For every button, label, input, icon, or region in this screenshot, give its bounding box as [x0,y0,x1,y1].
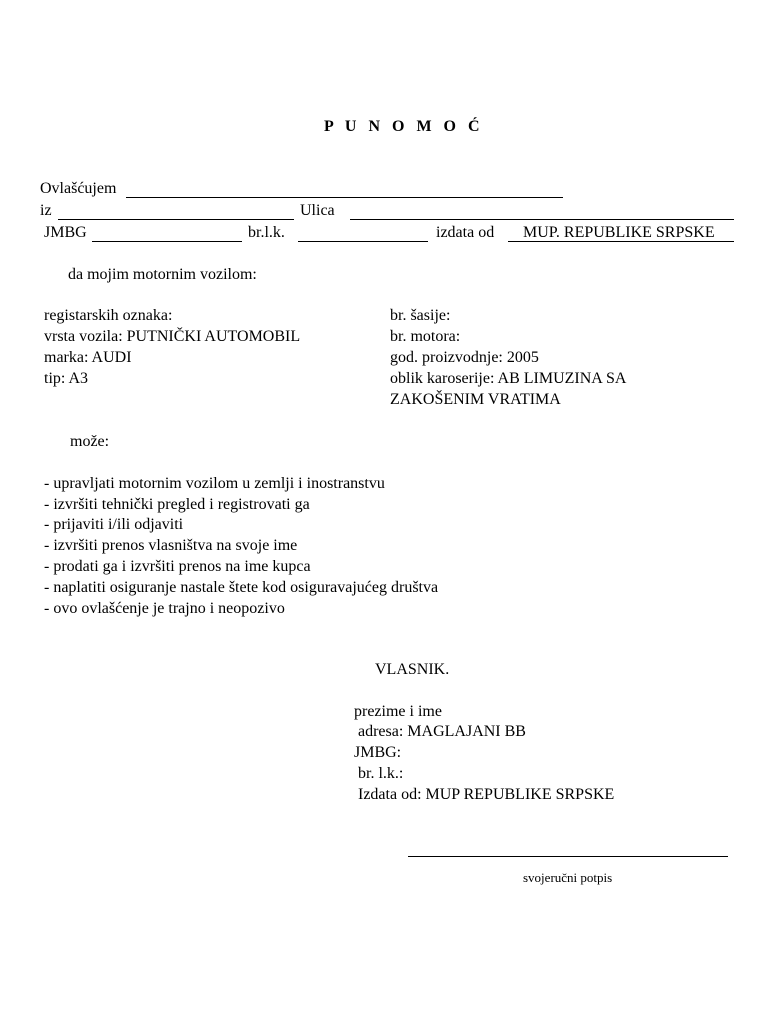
owner-line: prezime i ime [354,703,442,720]
ulica-blank-line [350,219,734,220]
owner-line: JMBG: [354,744,402,761]
owner-line: br. l.k.: [354,765,404,782]
ulica-label: Ulica [300,202,335,219]
signature-line [408,856,728,857]
brlk-label: br.l.k. [248,224,285,241]
owner-line: Izdata od: MUP REPUBLIKE SRPSKE [354,786,615,803]
vehicle-right-line: oblik karoserije: AB LIMUZINA SA [390,370,627,387]
vehicle-right-line: br. šasije: [390,307,451,324]
iz-label: iz [40,202,52,219]
owner-line: adresa: MAGLAJANI BB [354,723,526,740]
vehicle-right-line: god. proizvodnje: 2005 [390,349,539,366]
ovlascujem-blank-line [126,197,563,198]
permission-item: - naplatiti osiguranje nastale štete kod osiguravajućeg društva [44,579,439,596]
permission-item: - prodati ga i izvršiti prenos na ime kupca [44,558,311,575]
moze-label: može: [70,433,110,450]
permission-item: - prijaviti i/ili odjaviti [44,516,184,533]
permission-item: - ovo ovlašćenje je trajno i neopozivo [44,600,285,617]
vehicle-left-line: registarskih oznaka: [44,307,173,324]
ovlascujem-label: Ovlašćujem [40,180,117,197]
vehicle-left-line: vrsta vozila: PUTNIČKI AUTOMOBIL [44,328,301,345]
izdata-od-label: izdata od [436,224,495,241]
iz-blank-line [58,219,294,220]
vehicle-left-line: tip: A3 [44,370,89,387]
permission-item: - upravljati motornim vozilom u zemlji i inostranstvu [44,475,385,492]
permission-item: - izvršiti prenos vlasništva na svoje ime [44,537,298,554]
intro-text: da mojim motornim vozilom: [68,266,257,283]
jmbg-blank-line [92,241,242,242]
signature-label: svojeručni potpis [523,870,613,885]
brlk-blank-line [298,241,428,242]
document-title: P U N O M O Ć [324,118,484,135]
owner-heading: VLASNIK. [375,661,450,678]
vehicle-right-line: ZAKOŠENIM VRATIMA [390,391,561,408]
vehicle-right-line: br. motora: [390,328,461,345]
jmbg-label: JMBG [44,224,87,241]
permission-item: - izvršiti tehnički pregled i registrovati ga [44,496,310,513]
vehicle-left-line: marka: AUDI [44,349,132,366]
izdata-od-value: MUP. REPUBLIKE SRPSKE [523,224,715,241]
